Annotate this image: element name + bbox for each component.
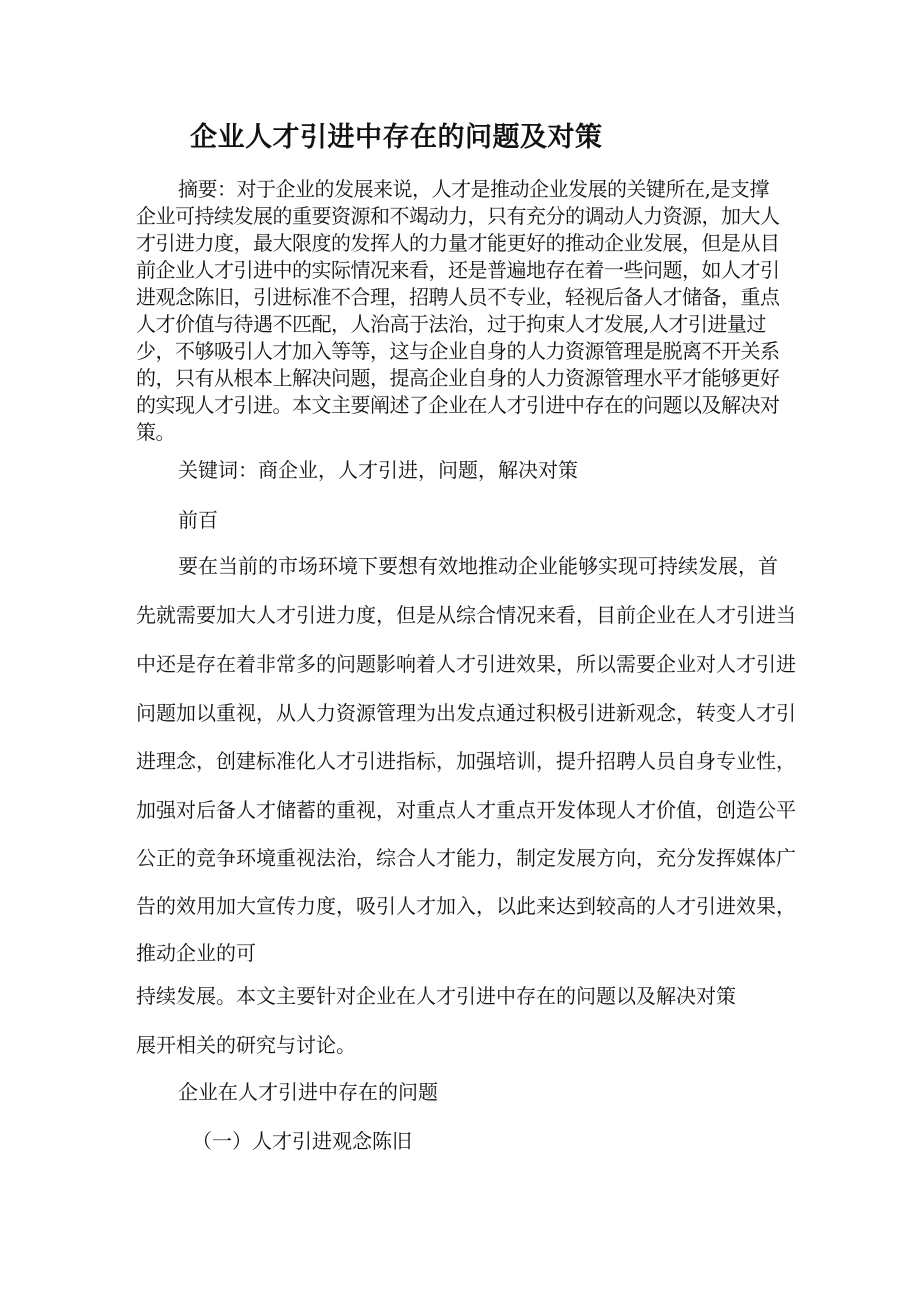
body-line: 推动企业的可 bbox=[136, 941, 256, 965]
document-title: 企业人才引进中存在的问题及对策 bbox=[190, 122, 603, 153]
body-line: 要在当前的市场环境下要想有效地推动企业能够实现可持续发展，首 bbox=[178, 554, 778, 578]
body-line: 先就需要加大人才引进力度，但是从综合情况来看，目前企业在人才引进当 bbox=[136, 603, 796, 627]
continuation-line: 持续发展。本文主要针对企业在人才引进中存在的问题以及解决对策 bbox=[136, 984, 736, 1008]
abstract-line: 的，只有从根本上解决问题，提高企业自身的人力资源管理水平才能够更好 bbox=[136, 366, 780, 390]
preface-heading: 前百 bbox=[178, 508, 218, 532]
body-line: 中还是存在着非常多的问题影响着人才引进效果，所以需要企业对人才引进 bbox=[136, 652, 796, 676]
body-line: 问题加以重视，从人力资源管理为出发点通过积极引进新观念，转变人才引 bbox=[136, 701, 796, 725]
body-line: 加强对后备人才储蓄的重视，对重点人才重点开发体现人才价值，创造公平 bbox=[136, 798, 796, 822]
body-line: 进理念，创建标准化人才引进指标，加强培训，提升招聘人员自身专业性， bbox=[136, 749, 796, 773]
abstract-line: 的实现人才引进。本文主要阐述了企业在人才引进中存在的问题以及解决对 bbox=[136, 393, 780, 417]
abstract-line: 人才价值与待遇不匹配，人治高于法治，过于拘束人才发展,人才引进量过 bbox=[136, 312, 766, 336]
body-line: 告的效用加大宣传力度，吸引人才加入，以此来达到较高的人才引进效果， bbox=[136, 894, 796, 918]
abstract-line: 策。 bbox=[136, 420, 175, 444]
abstract-line: 少，不够吸引人才加入等等，这与企业自身的人力资源管理是脱离不开关系 bbox=[136, 339, 780, 363]
section-heading: 企业在人才引进中存在的问题 bbox=[178, 1080, 438, 1104]
abstract-line: 摘要：对于企业的发展来说，人才是推动企业发展的关键所在,是支撑 bbox=[178, 177, 769, 201]
continuation-line: 展开相关的研究与讨论。 bbox=[136, 1033, 356, 1057]
body-line: 公正的竞争环境重视法治，综合人才能力，制定发展方向，充分发挥媒体广 bbox=[136, 846, 796, 870]
keywords-line: 关键词：商企业，人才引进，问题，解决对策 bbox=[178, 458, 578, 482]
abstract-line: 进观念陈旧，引进标准不合理，招聘人员不专业，轻视后备人才储备，重点 bbox=[136, 285, 780, 309]
abstract-line: 前企业人才引进中的实际情况来看，还是普遍地存在着一些问题，如人才引 bbox=[136, 258, 780, 282]
subsection-heading: （一）人才引进观念陈旧 bbox=[192, 1129, 412, 1153]
abstract-line: 企业可持续发展的重要资源和不竭动力，只有充分的调动人力资源，加大人 bbox=[136, 204, 780, 228]
abstract-line: 才引进力度，最大限度的发挥人的力量才能更好的推动企业发展，但是从目 bbox=[136, 231, 780, 255]
